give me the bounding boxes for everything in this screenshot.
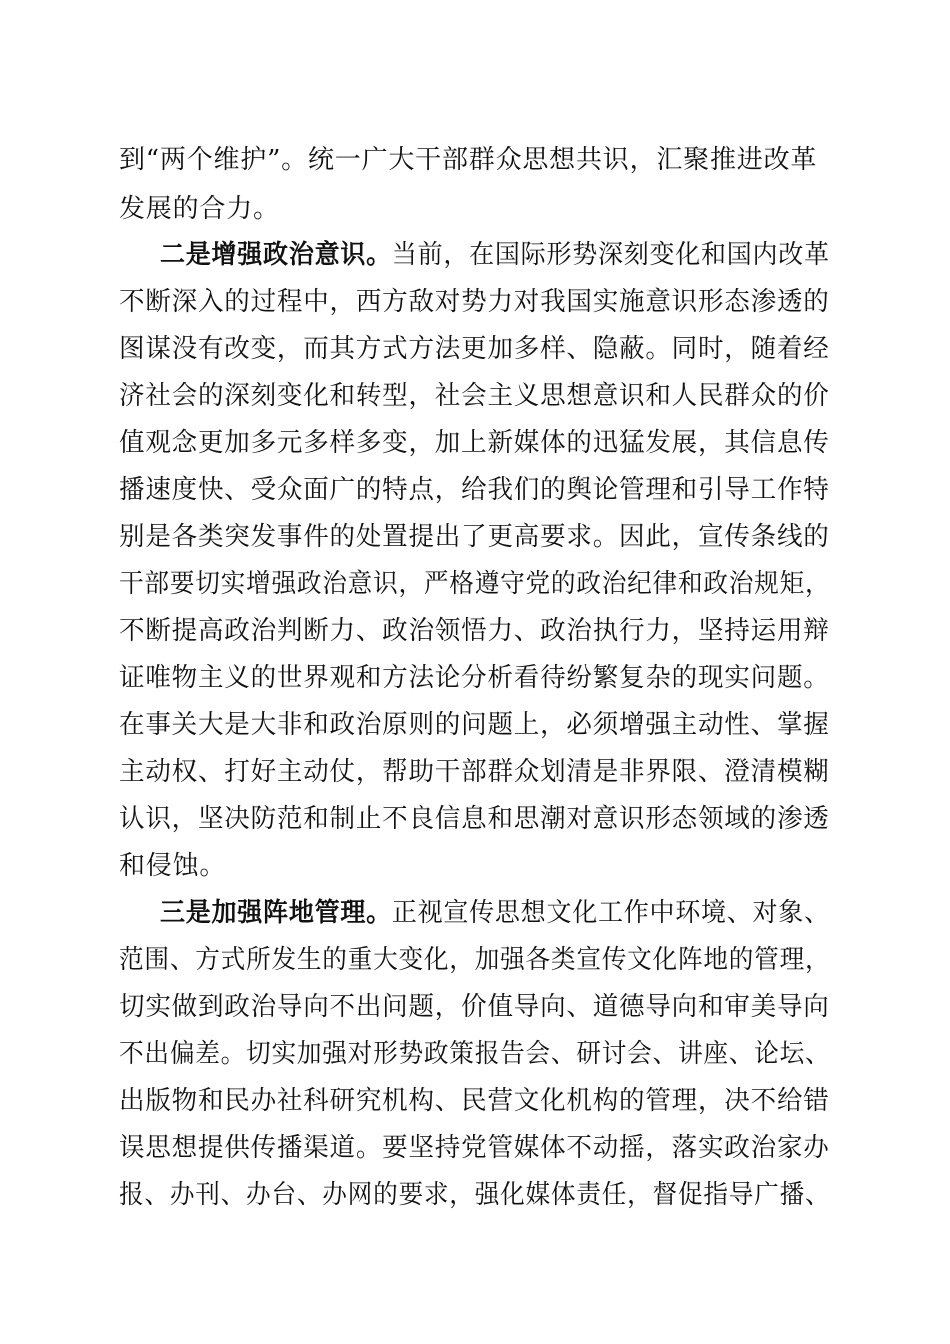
text-line: 切实做到政治导向不出问题，价值导向、道德导向和审美导向 (119, 992, 830, 1022)
text-line: 认识，坚决防范和制止不良信息和思潮对意识形态领域的渗透 (119, 804, 830, 834)
text-line: 到“两个维护”。统一广大干部群众思想共识，汇聚推进改革 (119, 145, 818, 175)
text-line: 济社会的深刻变化和转型，社会主义思想意识和人民群众的价 (119, 381, 830, 411)
text-line: 和侵蚀。 (119, 851, 227, 881)
text-span: 正视宣传思想文化工作中环境、对象、 (391, 898, 830, 928)
text-line: 干部要切实增强政治意识，严格遵守党的政治纪律和政治规矩， (119, 569, 831, 599)
text-line: 不断深入的过程中，西方敌对势力对我国实施意识形态渗透的 (119, 287, 830, 317)
text-line: 证唯物主义的世界观和方法论分析看待纷繁复杂的现实问题。 (119, 663, 830, 693)
paragraph-heading: 三是加强阵地管理。 (160, 898, 392, 928)
text-line: 发展的合力。 (119, 194, 280, 224)
text-line: 报、办刊、办台、办网的要求，强化媒体责任，督促指导广播、 (119, 1180, 831, 1210)
paragraph-first-line (160, 893, 830, 933)
text-line: 主动权、打好主动仗，帮助干部群众划清是非界限、澄清模糊 (119, 757, 830, 787)
text-line: 别是各类突发事件的处置提出了更高要求。因此，宣传条线的 (119, 522, 830, 552)
text-span: 当前，在国际形势深刻变化和国内改革 (391, 240, 830, 270)
text-line: 不断提高政治判断力、政治领悟力、政治执行力，坚持运用辩 (119, 616, 830, 646)
text-line: 在事关大是大非和政治原则的问题上，必须增强主动性、掌握 (119, 710, 830, 740)
paragraph-heading: 二是增强政治意识。 (160, 240, 392, 270)
text-line: 播速度快、受众面广的特点，给我们的舆论管理和引导工作特 (119, 475, 830, 505)
text-line: 范围、方式所发生的重大变化，加强各类宣传文化阵地的管理， (119, 945, 831, 975)
text-line: 出版物和民办社科研究机构、民营文化机构的管理，决不给错 (119, 1086, 830, 1116)
text-line: 不出偏差。切实加强对形势政策报告会、研讨会、讲座、论坛、 (119, 1039, 831, 1069)
text-line: 误思想提供传播渠道。要坚持党管媒体不动摇，落实政治家办 (119, 1133, 830, 1163)
text-line: 值观念更加多元多样多变，加上新媒体的迅猛发展，其信息传 (119, 428, 830, 458)
paragraph-first-line (160, 235, 830, 275)
text-line: 图谋没有改变，而其方式方法更加多样、隐蔽。同时，随着经 (119, 334, 830, 364)
